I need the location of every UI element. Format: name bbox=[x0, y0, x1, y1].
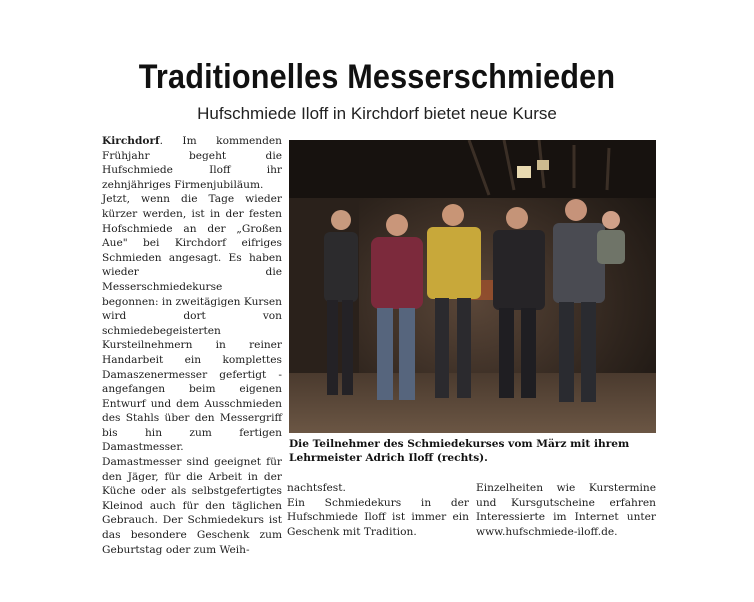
article-column-2 bbox=[287, 481, 469, 539]
ceiling-light bbox=[517, 166, 531, 178]
paragraph-text: . Im kommenden Frühjahr begeht die Hufschmiede Iloff ihr zehnjähriges Firmenjubiläum. bbox=[102, 135, 282, 191]
paragraph: Damastmesser sind geeignet für den Jäger, für die Arbeit in der Küche oder als selbstgefertigtes Kleinod auch für den täglichen Gebrauch. Der Schmiedekurs ist das besondere Geschenk zum Geburtstag oder zum Weih- bbox=[102, 456, 282, 556]
paragraph bbox=[102, 134, 282, 192]
paragraph: Einzelheiten wie Kurstermine und Kursgutscheine erfahren Interessierte im Internet unter www.hufschmiede-iloff.de. bbox=[476, 482, 656, 538]
headline: Traditionelles Messerschmieden bbox=[138, 58, 616, 96]
ceiling-light bbox=[537, 160, 549, 170]
article-photo bbox=[289, 140, 656, 433]
article-column-3 bbox=[476, 481, 656, 539]
paragraph: Jetzt, wenn die Tage wieder kürzer werden, ist in der festen Hofschmiede an der „Großen Aue" bei Kirchdorf eifriges Schmieden angesagt. Es haben wieder die Messerschmiedekurse begonnen: in zweitägigen Kursen wird dort von schmiedebegeisterten Kursteilnehmern in reiner Handarbeit ein komplettes Damaszenermesser gefertigt - angefangen beim eigenen Entwurf und dem Ausschmieden des Stahls über den Messergriff bis hin zum fertigen Damastmesser. bbox=[102, 193, 282, 454]
dateline: Kirchdorf bbox=[102, 135, 160, 147]
article-column-1 bbox=[102, 134, 282, 557]
paragraph: Ein Schmiedekurs in der Hufschmiede Iloff ist immer ein Geschenk mit Tradition. bbox=[287, 496, 469, 538]
photo-caption: Die Teilnehmer des Schmiedekurses vom März mit ihrem Lehrmeister Adrich Iloff (rechts). bbox=[289, 438, 630, 465]
paragraph: nachtsfest. bbox=[287, 482, 346, 494]
subheadline: Hufschmiede Iloff in Kirchdorf bietet neue Kurse bbox=[197, 104, 557, 123]
